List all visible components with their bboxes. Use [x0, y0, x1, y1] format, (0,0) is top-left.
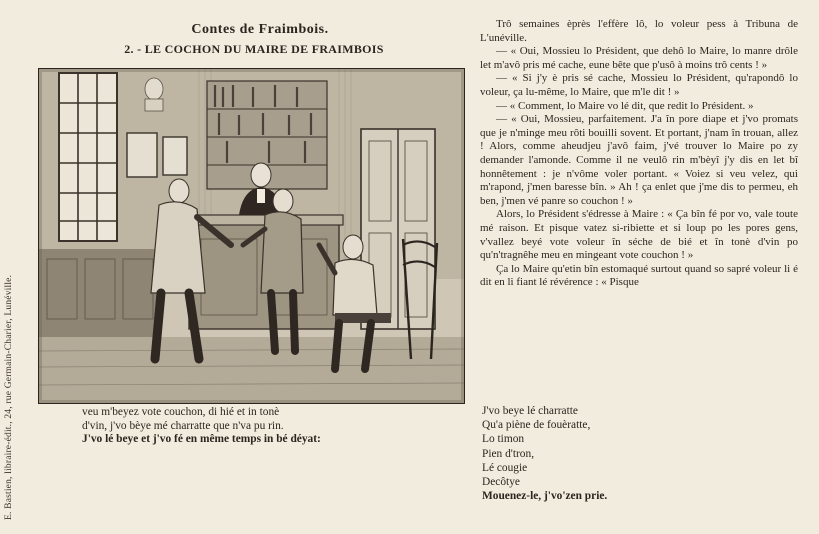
caption-line: J'vo lé beye et j'vo fé en même temps in bé déyat:: [82, 433, 321, 445]
caption-line: d'vin, j'vo bèye mé charratte que n'va pu rin.: [82, 419, 284, 432]
verse-line: Qu'a piène de fouèratte,: [482, 419, 591, 432]
story-paragraph: — « Oui, Mossieu, parfaitement. J'a în pore diape et j'vo promats que je n'minge meu rôti bouilli sovent. Et portant, j'nam în trouan, allez ! Alors, comme aheudjeu j'avô faim, j'vé trouver lo Maire po zy demander l'amonde. Comme il ne veulô rin m'bèyî j'y dis en let bî honnêtement : je n'vôme voler portant. « Voiez si veu velez, qui m'rapond, j'men baresse bîn. » Ah ! ça enlet que j'me dis to permeu, eh ben, j'men vé panre so couchon ! »: [480, 113, 798, 207]
verse-line: Mouenez-le, j'vo'zen prie.: [482, 490, 608, 503]
story-paragraph: — « Si j'y è pris sé cache, Mossieu lo Président, qu'rapondô lo voleur, ça lu-même, lo Maire, que m'le dit ! »: [480, 72, 798, 98]
story-text: [480, 18, 798, 290]
story-paragraph: — « Comment, lo Maire vo lé dit, que redit lo Président. »: [496, 99, 754, 112]
publisher-imprint: E. Bastien, libraire-édit., 24, rue Germain-Charier, Lunéville.: [4, 274, 14, 520]
story-title: 2. - LE COCHON DU MAIRE DE FRAIMBOIS: [124, 42, 384, 56]
verse-line: Pien d'tron,: [482, 447, 535, 460]
caption-line: veu m'beyez vote couchon, di hié et in tonè: [82, 406, 280, 418]
verse-line: Decôtye: [482, 476, 520, 489]
illustration-caption: [82, 406, 412, 447]
verse-line: Lo timon: [482, 433, 525, 446]
verse-line: J'vo beye lé charratte: [482, 405, 578, 417]
series-title: Contes de Fraimbois.: [191, 22, 329, 37]
story-paragraph: Ça lo Maire qu'etin bîn estomaqué surtout quand so sapré voleur li é dit en li fiant lé révérence : « Pisque: [480, 262, 798, 289]
story-paragraph: — « Oui, Mossieu lo Président, que dehô lo Maire, lo manre drôle let m'avô pris mé cache, eune bête que p'usô à moins trô cents ! »: [480, 45, 798, 71]
song-verse: [482, 404, 782, 503]
courtroom-scene-drawing: [39, 69, 464, 403]
story-paragraph: Alors, lo Président s'édresse à Maire : « Ça bîn fé por vo, vale toute mé raison. Et pisque vatez si-ribiette et si loup po les pores gens, v'vallez beyé vote voleur în séche de bié et în tonè d'vin po qu'n'tragnêhe meu en mingeant vote couchon ! »: [480, 208, 798, 262]
verse-line: Lé cougie: [482, 461, 528, 474]
story-paragraph: Trô semaines èprès l'effère lô, lo voleur pess à Tribuna de L'unéville.: [480, 18, 798, 44]
engraving-illustration: [38, 68, 465, 404]
